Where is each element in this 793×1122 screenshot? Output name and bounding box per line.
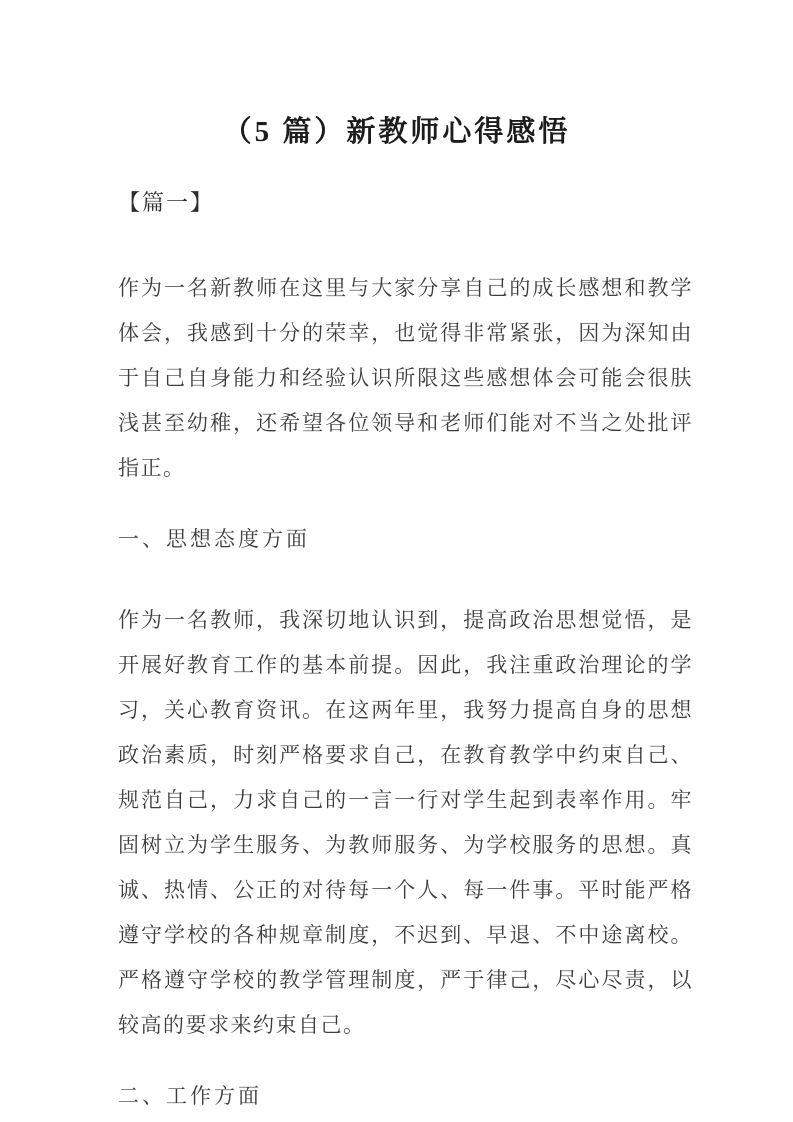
document-title xyxy=(100,112,693,152)
section-heading-work: 二、工作方面 xyxy=(118,1084,262,1108)
section-marker-part-one: 【篇一】 xyxy=(118,190,215,215)
paragraph-ideology: 作为一名教师，我深切地认识到，提高政治思想觉悟，是开展好教育工作的基本前提。因此，我注重政治理论的学习，关心教育资讯。在这两年里，我努力提高自身的思想政治素质，时刻严格要求自己，在教育教学中约束自己、规范自己，力求自己的一言一行对学生起到表率作用。牢固树立为学生服务、为教师服务、为学校服务的思想。真诚、热情、公正的对待每一个人、每一件事。平时能严格遵守学校的各种规章制度，不迟到、早退、不中途离校。严格遵守学校的教学管理制度，严于律己，尽心尽责，以较高的要求来约束自己。 xyxy=(118,608,693,1037)
section-heading-ideology: 一、思想态度方面 xyxy=(118,527,310,551)
document-title-text: （5 篇）新教师心得感悟 xyxy=(222,116,571,148)
paragraph-intro: 作为一名新教师在这里与大家分享自己的成长感想和教学体会，我感到十分的荣幸，也觉得非常紧张，因为深知由于自己自身能力和经验认识所限这些感想体会可能会很肤浅甚至幼稚，还希望各位领导和老师们能对不当之处批评指正。 xyxy=(118,276,693,480)
